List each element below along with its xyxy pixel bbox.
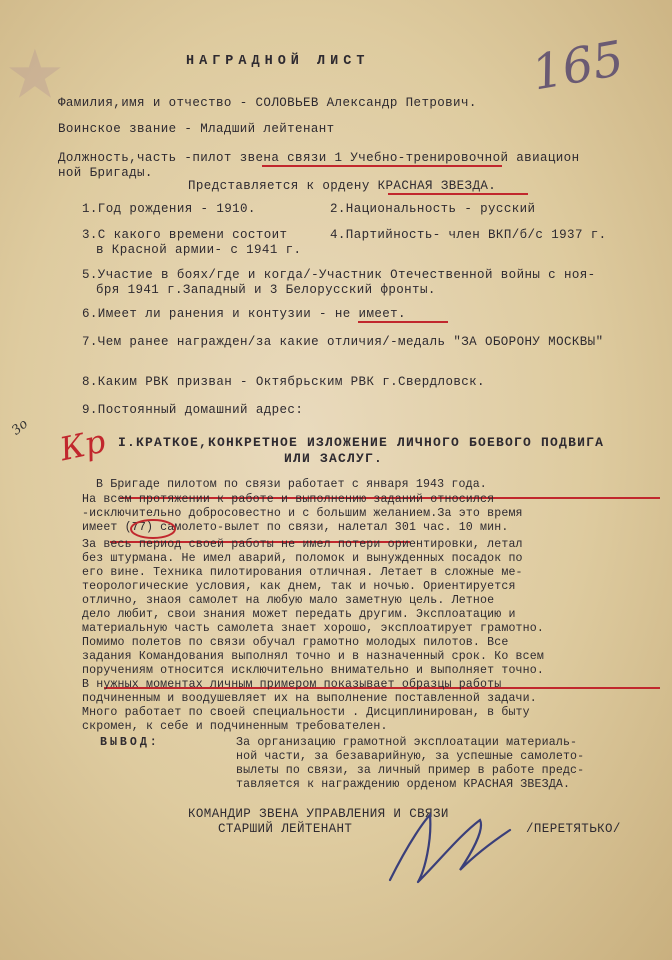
field-presented: Представляется к ордену КРАСНАЯ ЗВЕЗДА. <box>188 179 497 193</box>
merit-line: теорологические условия, как днем, так и ночью. Ориентируется <box>82 580 516 593</box>
margin-note-b: Кр <box>56 421 109 469</box>
merit-line: без штурмана. Не имел аварий, поломок и вынужденных посадок по <box>82 552 523 565</box>
handwritten-number: 165 <box>527 30 628 102</box>
merit-line: В Бригаде пилотом по связи работает с января 1943 года. <box>96 478 487 491</box>
merit-line: его вине. Техника пилотирования отличная. Летает в сложные ме- <box>82 566 523 579</box>
signature-role: КОМАНДИР ЗВЕНА УПРАВЛЕНИЯ И СВЯЗИ <box>188 807 449 821</box>
merit-line: имеет (77) самолето-вылет по связи, налетал 301 час. 10 мин. <box>82 521 509 534</box>
red-underline-award <box>388 193 528 195</box>
merit-line: На всем протяжении к работе и выполнению заданий относился <box>82 493 495 506</box>
merit-line: задания Командования выполнял точно и в назначенный срок. Ко всем <box>82 650 544 663</box>
item-nationality: 2.Национальность - русский <box>330 202 536 216</box>
section-heading-2: ИЛИ ЗАСЛУГ. <box>284 451 384 466</box>
margin-note-a: 3о <box>9 416 32 439</box>
red-circle-mark <box>128 517 178 541</box>
merit-line: Много работает по своей специальности . Дисциплинирован, в быту <box>82 706 530 719</box>
merit-line: -исключительно добросовестно и с большим желанием.За это время <box>82 507 523 520</box>
merit-line: поручениям относится исключительно внимательно и выполняет точно. <box>82 664 544 677</box>
item-battles-2: бря 1941 г.Западный и 3 Белорусский фронты. <box>96 283 436 297</box>
field-position-2: ной Бригады. <box>58 166 153 180</box>
section-heading-1: I.КРАТКОЕ,КОНКРЕТНОЕ ИЗЛОЖЕНИЕ ЛИЧНОГО БОЕВОГО ПОДВИГА <box>118 435 605 450</box>
red-underline-position <box>262 165 502 167</box>
conclusion-label: ВЫВОД: <box>100 736 160 749</box>
item-army-since: в Красной армии- с 1941 г. <box>96 243 302 257</box>
watermark-star-icon: ★ <box>8 41 62 108</box>
item-conscription: 8.Каким РВК призван - Октябрьским РВК г.Свердловск. <box>82 375 485 389</box>
signature-name: /ПЕРЕТЯТЬКО/ <box>526 822 621 836</box>
field-fio: Фамилия,имя и отчество - СОЛОВЬЕВ Александр Петрович. <box>58 96 477 110</box>
item-birth-year: 1.Год рождения - 1910. <box>82 202 256 216</box>
merit-line: подчиненным и воодушевляет их на выполнение поставленной задачи. <box>82 692 537 705</box>
merit-line: дело любит, свои знания может передать другим. Эксплоатацию и <box>82 608 516 621</box>
item-address: 9.Постоянный домашний адрес: <box>82 403 304 417</box>
item-battles-1: 5.Участие в боях/где и когда/-Участник Отечественной войны с ноя- <box>82 268 596 282</box>
conclusion-line: ной части, за безаварийную, за успешные самолето- <box>236 750 585 763</box>
merit-line: Помимо полетов по связи обучал грамотно молодых пилотов. Все <box>82 636 509 649</box>
item-previous-awards: 7.Чем ранее награжден/за какие отличия/-медаль "ЗА ОБОРОНУ МОСКВЫ" <box>82 335 604 349</box>
conclusion-line: За организацию грамотной эксплоатации материаль- <box>236 736 578 749</box>
item-wounds: 6.Имеет ли ранения и контузии - не имеет. <box>82 307 406 321</box>
handwritten-signature <box>370 800 520 890</box>
merit-line: материальную часть самолета знает хорошо, эксплоатирует грамотно. <box>82 622 544 635</box>
page-title: НАГРАДНОЙ ЛИСТ <box>186 54 370 69</box>
field-position-1: Должность,часть -пилот звена связи 1 Учебно-тренировочной авиацион <box>58 151 580 165</box>
item-service-since: 3.С какого времени состоит <box>82 228 288 242</box>
merit-line: скромен, к себе и подчиненным требователен. <box>82 720 388 733</box>
conclusion-line: тавляется к награждению орденом КРАСНАЯ ЗВЕЗДА. <box>236 778 571 791</box>
merit-line: За весь период своей работы не имел потери ориентировки, летал <box>82 538 523 551</box>
merit-line: В нужных моментах личным примером показывает образцы работы <box>82 678 502 691</box>
red-underline-wounds <box>358 321 448 323</box>
item-party: 4.Партийность- член ВКП/б/с 1937 г. <box>330 228 607 242</box>
signature-rank: СТАРШИЙ ЛЕЙТЕНАНТ <box>218 822 353 836</box>
conclusion-line: вылеты по связи, за личный пример в работе предс- <box>236 764 585 777</box>
merit-line: отлично, знаоя самолет на любую мало заметную цель. Летное <box>82 594 495 607</box>
field-rank: Воинское звание - Младший лейтенант <box>58 122 335 136</box>
